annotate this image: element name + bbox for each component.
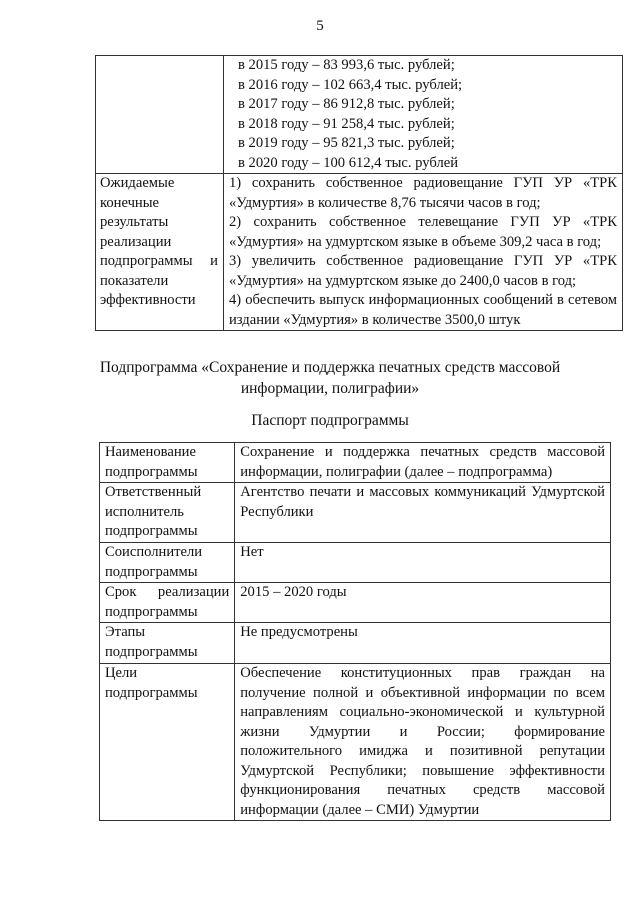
coexecutors-value: Нет (235, 543, 611, 583)
passport-row-responsible (100, 483, 611, 543)
results-values-cell (224, 174, 623, 331)
passport-row-name (100, 443, 611, 483)
funding-line-2016: в 2016 году – 102 663,4 тыс. рублей; (238, 76, 463, 93)
funding-results-table (95, 55, 623, 331)
name-value: Сохранение и поддержка печатных средств массовой информации, полиграфии (далее – подпрограмма) (235, 443, 611, 483)
funding-line-2017: в 2017 году – 86 912,8 тыс. рублей; (238, 96, 455, 112)
results-label-line: эффективности (100, 292, 196, 308)
stages-label: Этапы подпрограммы (100, 623, 235, 664)
results-row (96, 174, 623, 331)
result-item-4: 4) обеспечить выпуск информационных сообщений в сетевом издании «Удмуртия» в количестве 3500,0 штук (229, 292, 617, 328)
passport-heading: Паспорт подпрограммы (251, 412, 409, 429)
result-item-2: 2) сохранить собственное телевещание ГУП УР «ТРК «Удмуртия» на удмуртском языке в объеме 309,2 часа в год; (229, 214, 617, 250)
result-item-1: 1) сохранить собственное радиовещание ГУП УР «ТРК «Удмуртия» в количестве 8,76 тысячи часов в год; (229, 175, 617, 211)
funding-row (96, 56, 623, 174)
passport-row-goals (100, 664, 611, 821)
results-label-line: Ожидаемые (100, 175, 175, 191)
page-number: 5 (316, 18, 324, 34)
term-value: 2015 – 2020 годы (235, 583, 611, 623)
funding-line-2019: в 2019 году – 95 821,3 тыс. рублей; (238, 135, 455, 151)
term-label: Срок реализации подпрограммы (100, 583, 235, 623)
responsible-label: Ответственный исполнитель подпрограммы (100, 483, 235, 543)
passport-row-coexecutors (100, 543, 611, 583)
goals-label: Цели подпрограммы (100, 664, 235, 821)
funding-label-cell (96, 56, 224, 174)
funding-line-2020: в 2020 году – 100 612,4 тыс. рублей (238, 154, 459, 171)
results-label-line: подпрограммы и (100, 253, 218, 269)
passport-row-term (100, 583, 611, 623)
name-label: Наименование подпрограммы (100, 443, 235, 483)
passport-table (99, 442, 611, 821)
passport-row-stages (100, 623, 611, 664)
goals-value: Обеспечение конституционных прав граждан на получение полной и объективной информации по всем направлениям социально-экономической и культурной жизни Удмуртии и России; формирование положительного имиджа и позитивной репутации Удмуртской Республики; повышение эффективности функционирования печатных средств массовой информации (далее – СМИ) Удмуртии (235, 664, 611, 821)
funding-values-cell (224, 56, 623, 174)
funding-line-2015: в 2015 году – 83 993,6 тыс. рублей; (238, 57, 455, 73)
results-label-line: результаты (100, 214, 169, 230)
coexecutors-label: Соисполнители подпрограммы (100, 543, 235, 583)
result-item-3: 3) увеличить собственное радиовещание ГУП УР «ТРК «Удмуртия» на удмуртском языке до 2400,0 часов в год; (229, 253, 617, 289)
stages-value: Не предусмотрены (235, 623, 611, 664)
results-label-line: конечные (100, 194, 160, 211)
responsible-value: Агентство печати и массовых коммуникаций Удмуртской Республики (235, 483, 611, 543)
results-label-line: реализации (100, 233, 172, 250)
subprogram-heading: Подпрограмма «Сохранение и поддержка печатных средств массовой информации, полиграфии» (99, 359, 561, 397)
funding-line-2018: в 2018 году – 91 258,4 тыс. рублей; (238, 115, 455, 132)
results-label-line: показатели (100, 272, 169, 289)
results-label-cell (96, 174, 224, 331)
